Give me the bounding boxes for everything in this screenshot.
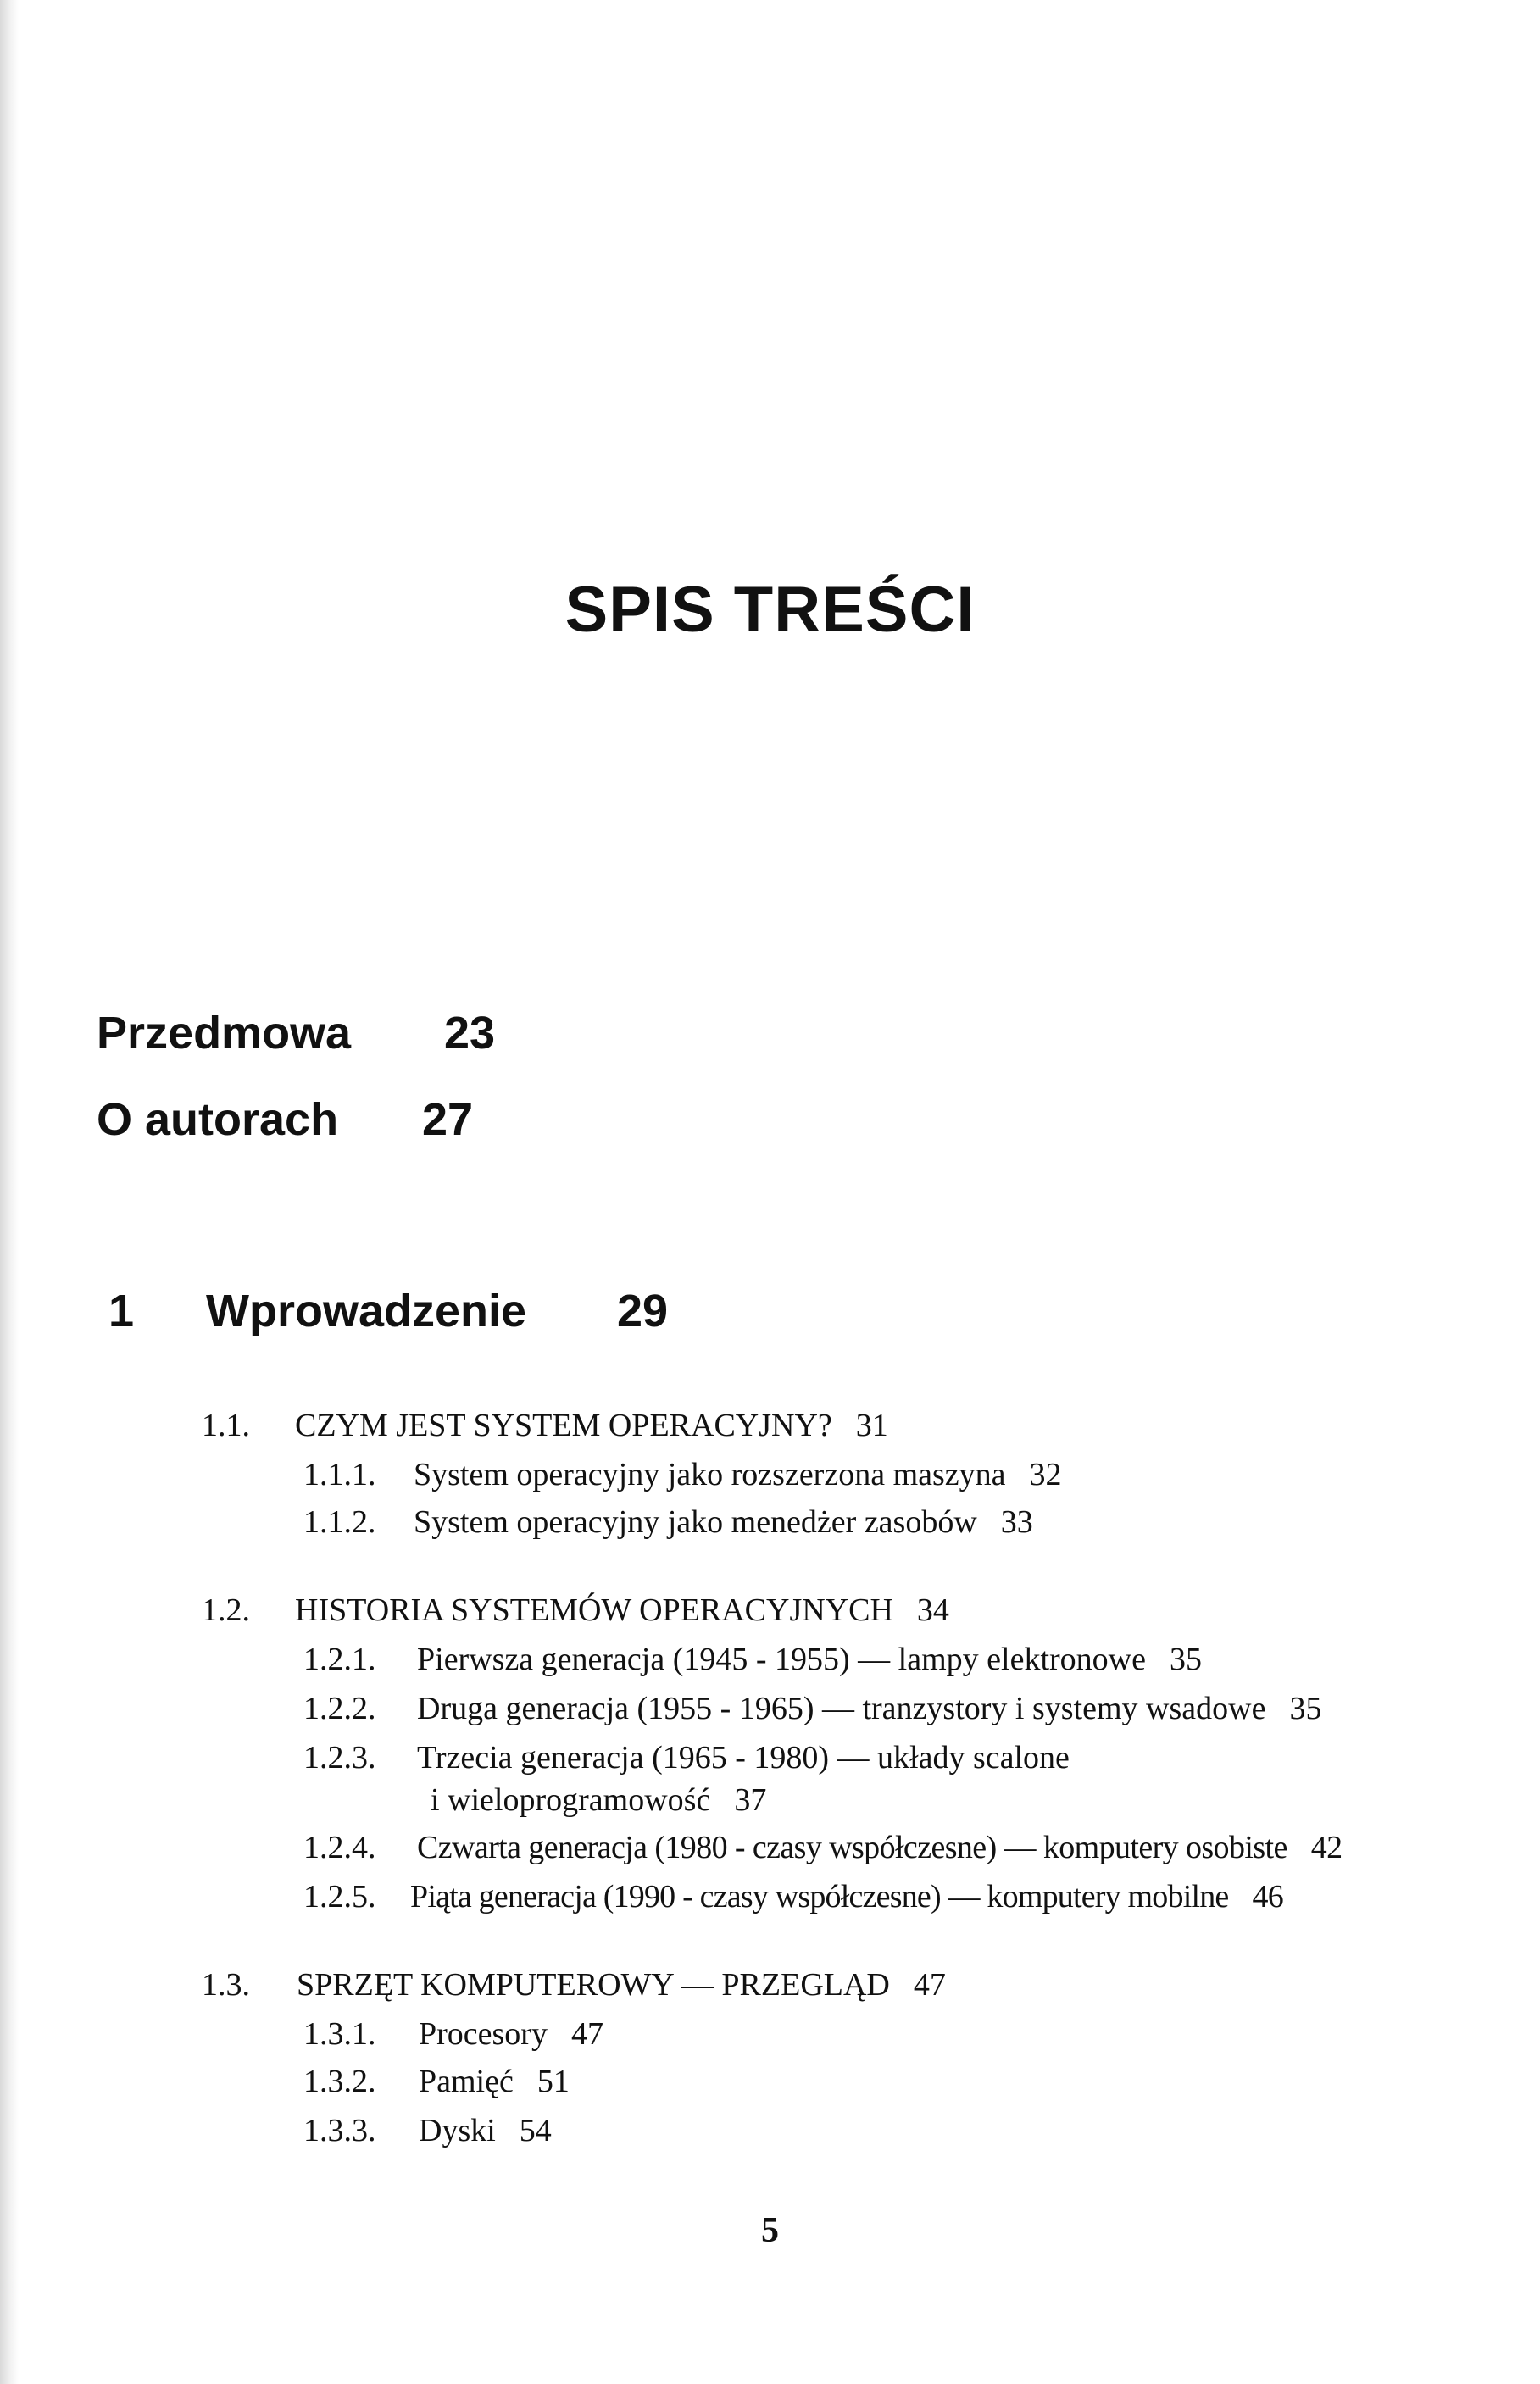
entry-number: 1.2.3. <box>303 1740 376 1775</box>
entry-page: 35 <box>1169 1642 1202 1677</box>
entry-number: 1.3.2. <box>303 2064 376 2099</box>
entry-number: 1.3. <box>202 1967 250 2003</box>
entry-number: 1.2.2. <box>303 1691 376 1726</box>
entry-page: 47 <box>570 2016 603 2052</box>
entry-title-line <box>419 2064 570 2100</box>
entry-title-line <box>417 1642 1202 1678</box>
entry-page: 37 <box>734 1782 767 1818</box>
front-item-preface <box>97 1007 496 1059</box>
entry-title: SPRZĘT KOMPUTEROWY — PRZEGLĄD <box>297 1967 890 2003</box>
entry-number: 1.1. <box>202 1408 250 1443</box>
entry-page: 51 <box>536 2064 570 2099</box>
entry-page: 54 <box>519 2113 552 2148</box>
entry-number: 1.3.1. <box>303 2016 376 2052</box>
front-item-label: Przedmowa <box>97 1008 352 1059</box>
entry-title: Pierwsza generacja (1945 - 1955) — lampy elektronowe <box>417 1642 1146 1677</box>
entry-number: 1.2. <box>202 1592 250 1628</box>
entry-number: 1.3.3. <box>303 2113 376 2148</box>
front-item-page: 23 <box>444 1008 496 1059</box>
entry-title-line <box>414 1458 1062 1493</box>
entry-title-line <box>297 1968 946 2003</box>
entry-title: Piąta generacja (1990 - czasy współczesne) — komputery mobilne <box>410 1879 1229 1914</box>
entry-number: 1.2.1. <box>303 1642 376 1677</box>
entry-page: 35 <box>1289 1691 1322 1726</box>
entry-title: Druga generacja (1955 - 1965) — tranzystory i systemy wsadowe <box>417 1691 1266 1726</box>
entry-title: System operacyjny jako rozszerzona maszyna <box>414 1457 1006 1492</box>
entry-title: HISTORIA SYSTEMÓW OPERACYJNYCH <box>295 1592 893 1628</box>
entry-number: 1.2.5. <box>303 1879 376 1914</box>
entry-page: 46 <box>1252 1879 1283 1914</box>
entry-title-line <box>295 1409 888 1444</box>
entry-title-line <box>295 1593 949 1629</box>
entry-title: Pamięć <box>419 2064 514 2099</box>
entry-number: 1.2.4. <box>303 1830 376 1865</box>
entry-page: 32 <box>1029 1457 1062 1492</box>
front-item-label: O autorach <box>97 1094 339 1145</box>
chapter-number: 1 <box>108 1286 135 1336</box>
entry-title-line <box>414 1505 1033 1541</box>
entry-page: 47 <box>913 1967 946 2003</box>
entry-title-line <box>419 2017 603 2053</box>
entry-title-line <box>417 1692 1321 1727</box>
entry-page: 42 <box>1310 1830 1343 1865</box>
toc-entry-continuation <box>431 1783 766 1819</box>
entry-title-line <box>417 1831 1343 1866</box>
chapter-title: Wprowadzenie <box>206 1286 527 1336</box>
front-item-page: 27 <box>422 1094 474 1145</box>
entry-title-continuation: i wieloprogramowość <box>431 1782 711 1818</box>
scan-edge <box>0 0 19 2384</box>
entry-title: Trzecia generacja (1965 - 1980) — układy scalone <box>417 1740 1070 1775</box>
entry-title: System operacyjny jako menedżer zasobów <box>414 1504 977 1540</box>
entry-title: Procesory <box>419 2016 548 2052</box>
entry-title: CZYM JEST SYSTEM OPERACYJNY? <box>295 1408 832 1443</box>
entry-title-line <box>410 1880 1283 1915</box>
entry-page: 34 <box>916 1592 949 1628</box>
front-item-authors <box>97 1093 474 1146</box>
chapter-page: 29 <box>617 1286 669 1336</box>
entry-title: Czwarta generacja (1980 - czasy współczesne) — komputery osobiste <box>417 1830 1287 1865</box>
page-title: SPIS TREŚCI <box>564 574 976 646</box>
entry-number: 1.1.1. <box>303 1457 376 1492</box>
page-number: 5 <box>761 2211 779 2250</box>
entry-page: 33 <box>1000 1504 1033 1540</box>
entry-number: 1.1.2. <box>303 1504 376 1540</box>
entry-page: 31 <box>855 1408 888 1443</box>
entry-title-line <box>419 2114 552 2149</box>
entry-title: Dyski <box>419 2113 496 2148</box>
